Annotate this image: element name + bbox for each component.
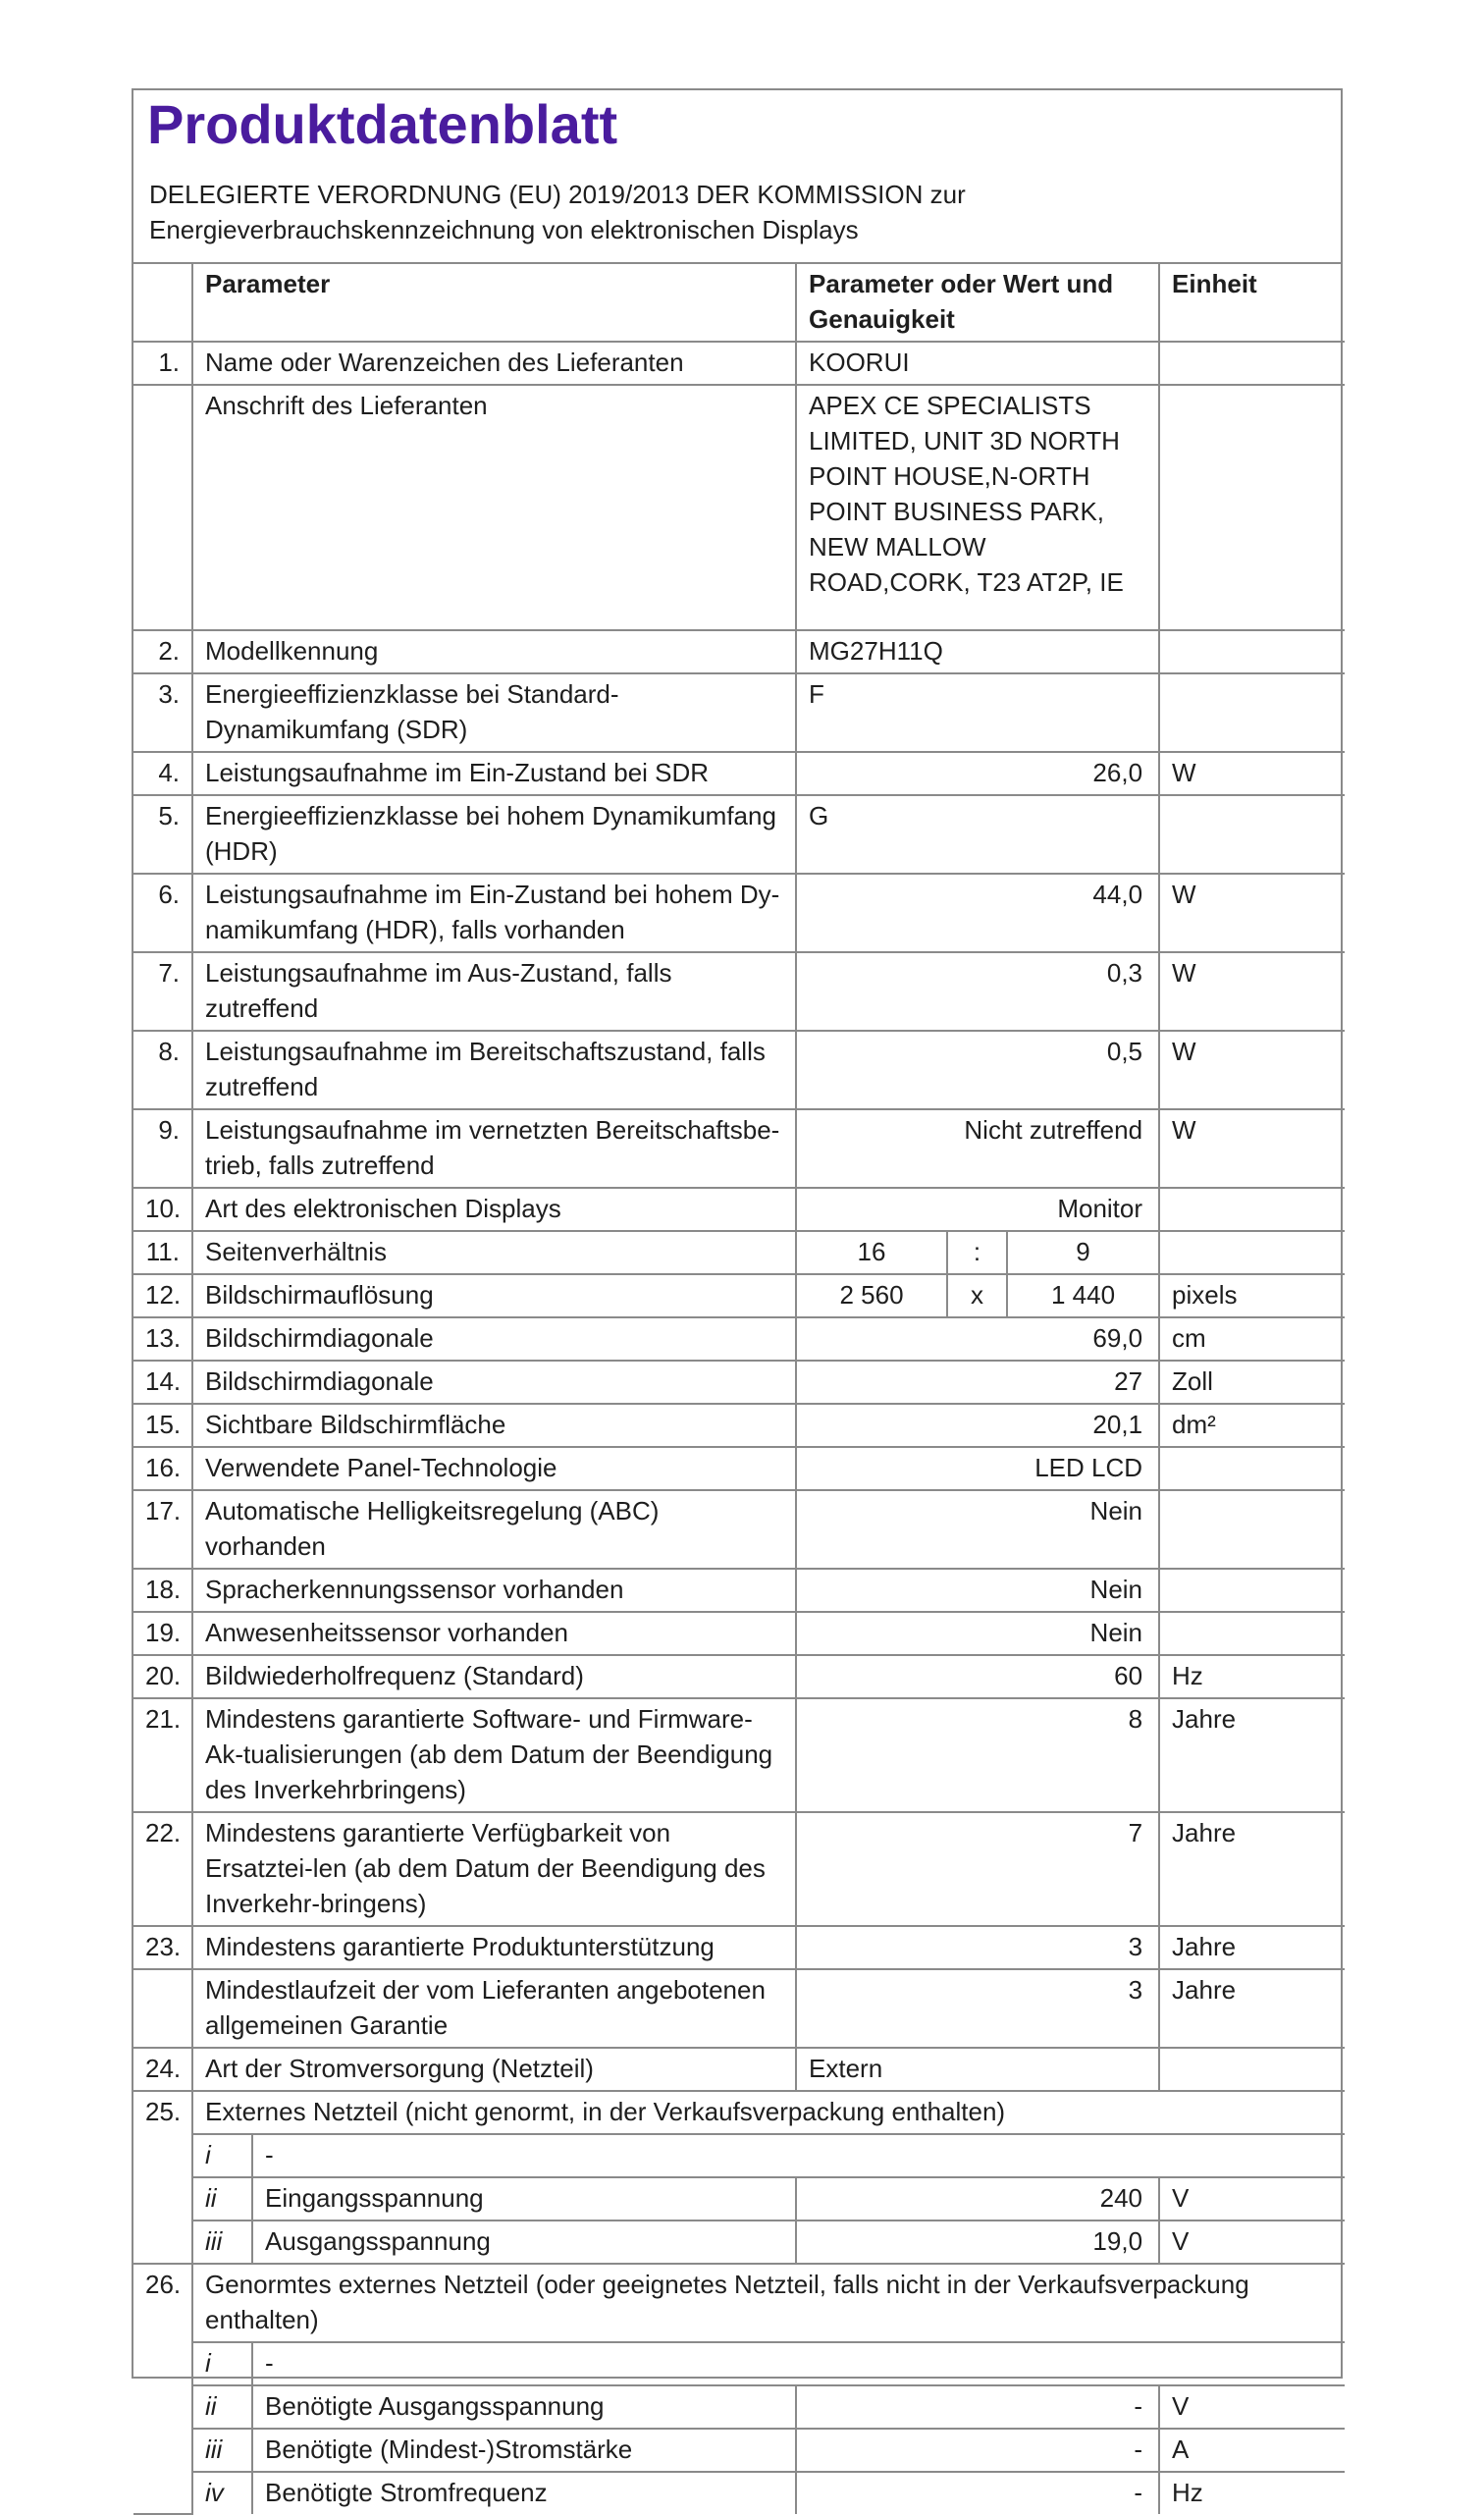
row-parameter: Art der Stromversorgung (Netzteil) [192, 2048, 796, 2091]
table-row [133, 1361, 1345, 1404]
row-value: 26,0 [796, 752, 1159, 795]
row-value: 7 [796, 1812, 1159, 1926]
table-row [133, 342, 1345, 385]
row-number: 21. [133, 1698, 192, 1812]
row-value: Nein [796, 1490, 1159, 1569]
row-parameter: Automatische Helligkeitsregelung (ABC) vorhanden [192, 1490, 796, 1569]
row-value: KOORUI [796, 342, 1159, 385]
row-parameter: Benötigte Stromfrequenz [252, 2472, 796, 2514]
row-unit: Hz [1159, 2472, 1345, 2514]
row-number: 16. [133, 1447, 192, 1490]
row-unit [1159, 1490, 1345, 1569]
row-number: 18. [133, 1569, 192, 1612]
row-parameter: Leistungsaufnahme im Aus-Zustand, falls zutreffend [192, 952, 796, 1031]
row-number: 3. [133, 673, 192, 752]
row-value: 0,5 [796, 1031, 1159, 1109]
row-value: 3 [796, 1969, 1159, 2048]
header-cell-unit: Einheit [1159, 264, 1345, 342]
row-number: 23. [133, 1926, 192, 1969]
row-parameter: Anschrift des Lieferanten [192, 385, 796, 630]
row-value: 27 [796, 1361, 1159, 1404]
row-value: 19,0 [796, 2221, 1159, 2264]
table-row [133, 630, 1345, 673]
header-cell-value: Parameter oder Wert und Genauigkeit [796, 264, 1159, 342]
sub-item-label: ii [192, 2177, 252, 2221]
resolution-separator: x [947, 1274, 1007, 1317]
row-number: 5. [133, 795, 192, 874]
aspect-ratio-separator: : [947, 1231, 1007, 1274]
row-number: 22. [133, 1812, 192, 1926]
row-unit: W [1159, 1031, 1345, 1109]
row-parameter: Ausgangsspannung [252, 2221, 796, 2264]
row-unit [1159, 673, 1345, 752]
row-value: Monitor [796, 1188, 1159, 1231]
table-row [133, 1231, 1345, 1274]
row-unit [1159, 342, 1345, 385]
table-row [133, 1317, 1345, 1361]
row-value: - [796, 2472, 1159, 2514]
row-number: 15. [133, 1404, 192, 1447]
table-row [133, 2091, 1345, 2134]
row-value: LED LCD [796, 1447, 1159, 1490]
row-unit: W [1159, 752, 1345, 795]
row-parameter: Anwesenheitssensor vorhanden [192, 1612, 796, 1655]
row-unit: W [1159, 1109, 1345, 1188]
row-unit [1159, 1231, 1345, 1274]
row-value: 240 [796, 2177, 1159, 2221]
row-parameter: Seitenverhältnis [192, 1231, 796, 1274]
table-row [133, 1655, 1345, 1698]
row-unit [1159, 630, 1345, 673]
row-value: 8 [796, 1698, 1159, 1812]
row-number: 2. [133, 630, 192, 673]
row-value: Nein [796, 1612, 1159, 1655]
row-number: 24. [133, 2048, 192, 2091]
row-value: MG27H11Q [796, 630, 1159, 673]
row-parameter: Benötigte Ausgangsspannung [252, 2385, 796, 2429]
row-parameter: Leistungsaufnahme im Ein-Zustand bei SDR [192, 752, 796, 795]
row-unit: Jahre [1159, 1969, 1345, 2048]
row-number: 17. [133, 1490, 192, 1569]
row-parameter: Mindestens garantierte Software- und Firmware-Ak-tualisierungen (ab dem Datum der Beendigung des Inverkehrbringens) [192, 1698, 796, 1812]
row-value: F [796, 673, 1159, 752]
row-number: 20. [133, 1655, 192, 1698]
row-number: 14. [133, 1361, 192, 1404]
row-unit: V [1159, 2221, 1345, 2264]
table-row [133, 2472, 1345, 2514]
table-row [133, 2177, 1345, 2221]
row-parameter: Mindestens garantierte Verfügbarkeit von Ersatztei-len (ab dem Datum der Beendigung des Inverkehr-bringens) [192, 1812, 796, 1926]
row-unit: Hz [1159, 1655, 1345, 1698]
row-number: 8. [133, 1031, 192, 1109]
row-parameter: Bildschirmauflösung [192, 1274, 796, 1317]
table-row [133, 1188, 1345, 1231]
sub-item-label: ii [192, 2385, 252, 2429]
row-unit: Jahre [1159, 1812, 1345, 1926]
table-row [133, 2429, 1345, 2472]
row-number: 7. [133, 952, 192, 1031]
sub-item-label: iv [192, 2472, 252, 2514]
row-unit: Jahre [1159, 1698, 1345, 1812]
row-parameter: Energieeffizienzklasse bei Standard-Dynamikumfang (SDR) [192, 673, 796, 752]
table-row [133, 2264, 1345, 2342]
row-unit: dm² [1159, 1404, 1345, 1447]
table-row [133, 2385, 1345, 2429]
row-number: 26. [133, 2264, 192, 2514]
sub-item-label: i [192, 2342, 252, 2385]
page-title: Produktdatenblatt [147, 93, 618, 155]
table-row [133, 1404, 1345, 1447]
row-value: 69,0 [796, 1317, 1159, 1361]
row-unit: A [1159, 2429, 1345, 2472]
row-number: 1. [133, 342, 192, 385]
table-row [133, 1569, 1345, 1612]
row-parameter: Art des elektronischen Displays [192, 1188, 796, 1231]
row-value: - [796, 2385, 1159, 2429]
row-value: 3 [796, 1926, 1159, 1969]
row-number: 6. [133, 874, 192, 952]
table-row [133, 2048, 1345, 2091]
row-unit [1159, 2048, 1345, 2091]
row-value: Extern [796, 2048, 1159, 2091]
row-parameter: - [252, 2342, 1345, 2385]
table-row [133, 1490, 1345, 1569]
sheet-header [133, 90, 1341, 264]
header-cell-parameter: Parameter [192, 264, 796, 342]
row-value: - [796, 2429, 1159, 2472]
row-number: 9. [133, 1109, 192, 1188]
row-parameter: Leistungsaufnahme im Ein-Zustand bei hohem Dy-namikumfang (HDR), falls vorhanden [192, 874, 796, 952]
row-value: Nein [796, 1569, 1159, 1612]
table-row [133, 1447, 1345, 1490]
table-row [133, 874, 1345, 952]
row-number: 25. [133, 2091, 192, 2264]
row-parameter: Eingangsspannung [252, 2177, 796, 2221]
row-parameter: Externes Netzteil (nicht genormt, in der Verkaufsverpackung enthalten) [192, 2091, 1345, 2134]
parameter-table [133, 264, 1345, 2515]
row-parameter: Leistungsaufnahme im vernetzten Bereitschaftsbe-trieb, falls zutreffend [192, 1109, 796, 1188]
row-unit [1159, 795, 1345, 874]
row-unit [1159, 1188, 1345, 1231]
row-parameter: Mindestlaufzeit der vom Lieferanten angebotenen allgemeinen Garantie [192, 1969, 796, 2048]
row-parameter: - [252, 2134, 1345, 2177]
row-parameter: Benötigte (Mindest-)Stromstärke [252, 2429, 796, 2472]
table-row [133, 1969, 1345, 2048]
sub-item-label: i [192, 2134, 252, 2177]
table-row [133, 385, 1345, 630]
row-parameter: Modellkennung [192, 630, 796, 673]
aspect-ratio-height: 9 [1007, 1231, 1159, 1274]
row-number: 4. [133, 752, 192, 795]
table-row [133, 1926, 1345, 1969]
header-cell-number [133, 264, 192, 342]
row-unit: pixels [1159, 1274, 1345, 1317]
row-number: 19. [133, 1612, 192, 1655]
aspect-ratio-width: 16 [796, 1231, 947, 1274]
table-row [133, 752, 1345, 795]
row-number [133, 1969, 192, 2048]
table-row [133, 673, 1345, 752]
row-value: 60 [796, 1655, 1159, 1698]
row-parameter: Verwendete Panel-Technologie [192, 1447, 796, 1490]
row-number: 13. [133, 1317, 192, 1361]
sub-item-label: iii [192, 2429, 252, 2472]
table-row [133, 1698, 1345, 1812]
table-header-row [133, 264, 1345, 342]
row-unit [1159, 1569, 1345, 1612]
row-parameter: Bildwiederholfrequenz (Standard) [192, 1655, 796, 1698]
row-parameter: Mindestens garantierte Produktunterstützung [192, 1926, 796, 1969]
row-parameter: Spracherkennungssensor vorhanden [192, 1569, 796, 1612]
row-value: Nicht zutreffend [796, 1109, 1159, 1188]
regulation-subtitle: DELEGIERTE VERORDNUNG (EU) 2019/2013 DER KOMMISSION zur Energieverbrauchskennzeichnung von elektronischen Displays [149, 180, 966, 244]
product-data-sheet [132, 88, 1343, 2507]
row-value: 44,0 [796, 874, 1159, 952]
row-unit: Zoll [1159, 1361, 1345, 1404]
row-value: G [796, 795, 1159, 874]
table-row [133, 1612, 1345, 1655]
row-unit [1159, 1447, 1345, 1490]
row-value: APEX CE SPECIALISTS LIMITED, UNIT 3D NORTH POINT HOUSE,N-ORTH POINT BUSINESS PARK, NEW MALLOW ROAD,CORK, T23 AT2P, IE [796, 385, 1159, 630]
row-parameter: Name oder Warenzeichen des Lieferanten [192, 342, 796, 385]
row-parameter: Energieeffizienzklasse bei hohem Dynamikumfang (HDR) [192, 795, 796, 874]
resolution-width: 2 560 [796, 1274, 947, 1317]
table-row [133, 952, 1345, 1031]
row-number: 11. [133, 1231, 192, 1274]
table-row [133, 2134, 1345, 2177]
row-parameter: Sichtbare Bildschirmfläche [192, 1404, 796, 1447]
row-unit [1159, 385, 1345, 630]
row-unit: V [1159, 2385, 1345, 2429]
row-parameter: Leistungsaufnahme im Bereitschaftszustand, falls zutreffend [192, 1031, 796, 1109]
row-number: 12. [133, 1274, 192, 1317]
row-number: 10. [133, 1188, 192, 1231]
row-parameter: Genormtes externes Netzteil (oder geeignetes Netzteil, falls nicht in der Verkaufsverpackung enthalten) [192, 2264, 1345, 2342]
row-unit: V [1159, 2177, 1345, 2221]
table-row [133, 1031, 1345, 1109]
table-row [133, 1274, 1345, 1317]
resolution-height: 1 440 [1007, 1274, 1159, 1317]
row-unit: W [1159, 952, 1345, 1031]
row-unit: cm [1159, 1317, 1345, 1361]
row-value: 20,1 [796, 1404, 1159, 1447]
row-parameter: Bildschirmdiagonale [192, 1317, 796, 1361]
row-number [133, 385, 192, 630]
row-value: 0,3 [796, 952, 1159, 1031]
row-parameter: Bildschirmdiagonale [192, 1361, 796, 1404]
table-row [133, 1109, 1345, 1188]
row-unit: W [1159, 874, 1345, 952]
table-row [133, 1812, 1345, 1926]
table-row [133, 2342, 1345, 2385]
table-row [133, 2221, 1345, 2264]
row-unit [1159, 1612, 1345, 1655]
table-row [133, 795, 1345, 874]
sub-item-label: iii [192, 2221, 252, 2264]
row-unit: Jahre [1159, 1926, 1345, 1969]
